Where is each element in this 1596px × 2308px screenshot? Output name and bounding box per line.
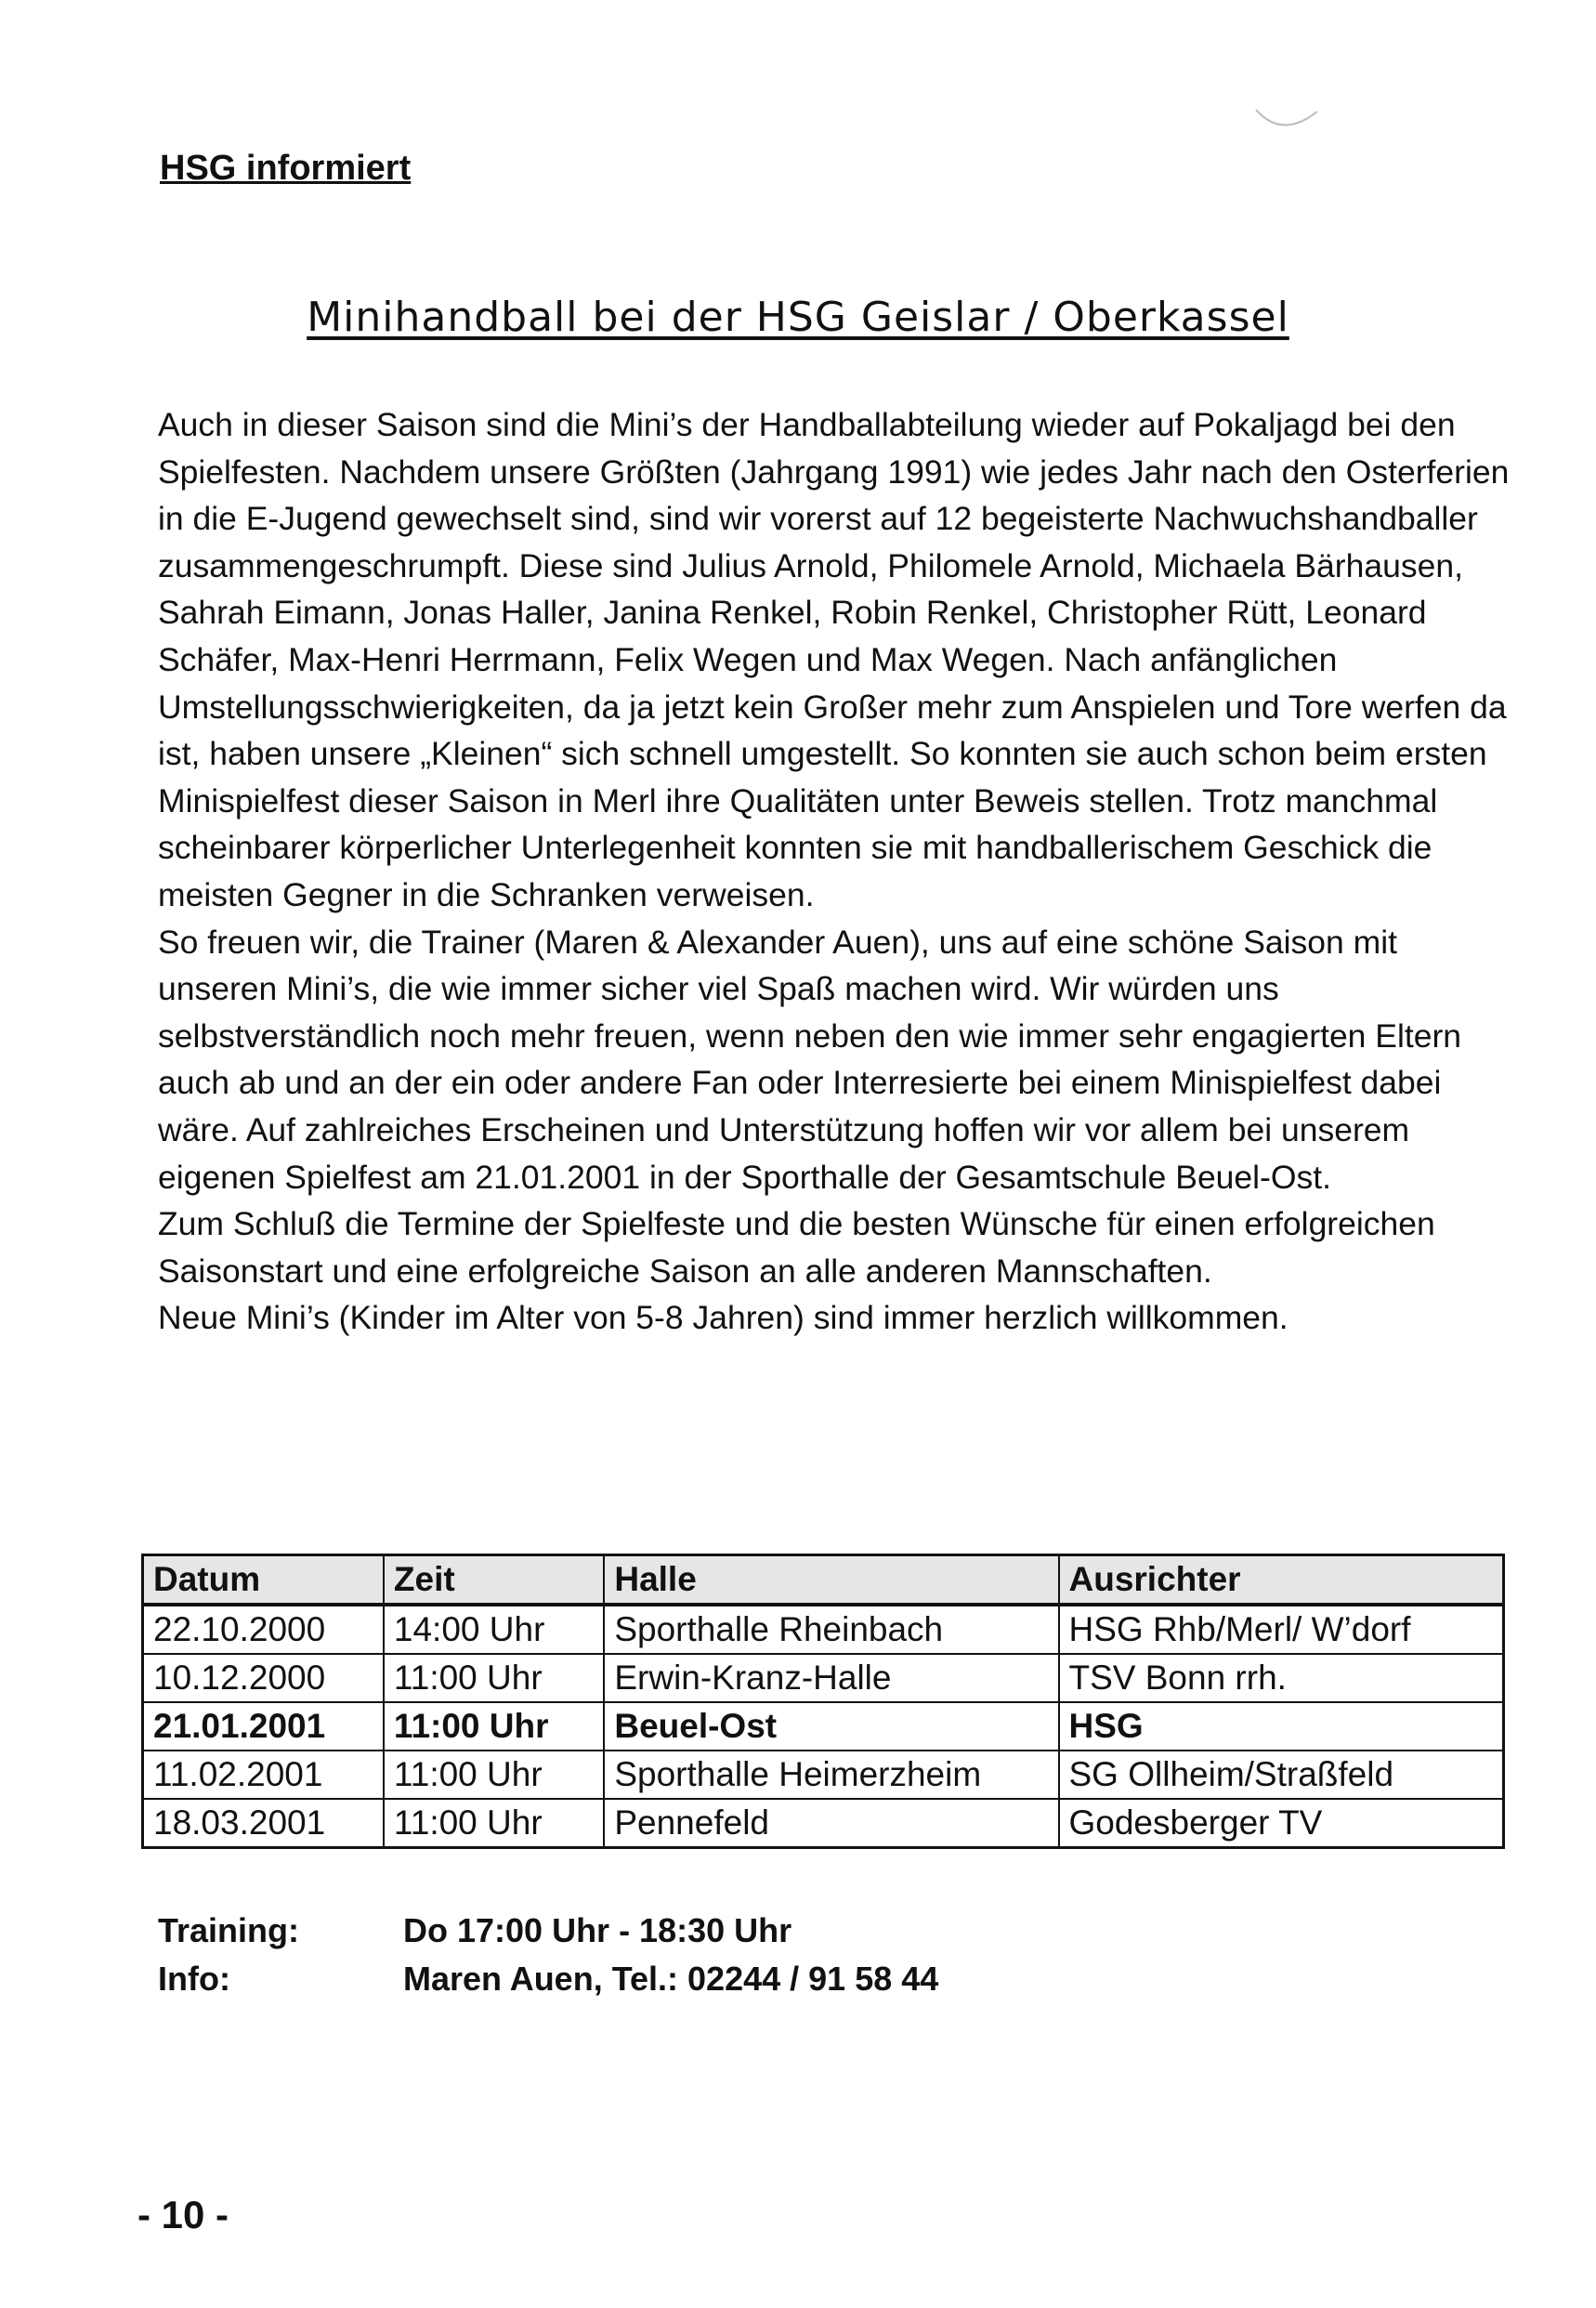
table-row — [143, 1751, 1504, 1799]
cell-host: TSV Bonn rrh. — [1059, 1654, 1504, 1702]
table-row — [143, 1605, 1504, 1654]
cell-host: SG Ollheim/Straßfeld — [1059, 1751, 1504, 1799]
training-label: Training: — [158, 1911, 299, 1949]
info-value: Maren Auen, Tel.: 02244 / 91 58 44 — [403, 1960, 939, 1998]
cell-date: 21.01.2001 — [143, 1702, 384, 1751]
info-row — [158, 1955, 938, 2003]
cell-hall: Sporthalle Rheinbach — [604, 1605, 1058, 1654]
paragraph: Zum Schluß die Termine der Spielfeste und die besten Wünsche für einen erfolgreichen Saisonstart und eine erfolgreiche Saison an alle anderen Mannschaften. — [158, 1205, 1435, 1290]
column-header-halle: Halle — [604, 1555, 1058, 1606]
cell-host: Godesberger TV — [1059, 1799, 1504, 1848]
cell-hall: Erwin-Kranz-Halle — [604, 1654, 1058, 1702]
cell-hall: Beuel-Ost — [604, 1702, 1058, 1751]
cell-time: 11:00 Uhr — [384, 1751, 604, 1799]
paragraph: Auch in dieser Saison sind die Mini’s der Handballabteilung wieder auf Pokaljagd bei den Spielfesten. Nachdem unsere Größten (Jahrgang 1991) wie jedes Jahr nach den Osterferien in die E-Jugend gewechselt sind, sind wir vorerst auf 12 begeisterte Nachwuchshandballer zusammengeschrumpft. Diese sind Julius Arnold, Philomele Arnold, Michaela Bärhausen, Sahrah Eimann, Jonas Haller, Janina Renkel, Robin Renkel, Christopher Rütt, Leonard Schäfer, Max-Henri Herrmann, Felix Wegen und Max Wegen. Nach anfänglichen Umstellungsschwierigkeiten, da ja jetzt kein Großer mehr zum Anspielen und Tore werfen da ist, haben unsere „Kleinen“ sich schnell umgestellt. So konnten sie auch schon beim ersten Minispielfest dieser Saison in Merl ihre Qualitäten unter Beweis stellen. Trotz manchmal scheinbarer körperlicher Unterlegenheit konnten sie mit handballerischem Geschick die meisten Gegner in die Schranken verweisen. — [158, 406, 1510, 913]
column-header-zeit: Zeit — [384, 1555, 604, 1606]
article-title: Minihandball bei der HSG Geislar / Oberkassel — [307, 294, 1289, 341]
article-body — [158, 401, 1524, 1342]
paragraph: Neue Mini’s (Kinder im Alter von 5-8 Jahren) sind immer herzlich willkommen. — [158, 1299, 1289, 1337]
cell-time: 11:00 Uhr — [384, 1654, 604, 1702]
training-row — [158, 1907, 938, 1955]
cell-date: 22.10.2000 — [143, 1605, 384, 1654]
cell-host: HSG Rhb/Merl/ W’dorf — [1059, 1605, 1504, 1654]
info-label: Info: — [158, 1960, 230, 1998]
section-header: HSG informiert — [160, 149, 412, 188]
paragraph: So freuen wir, die Trainer (Maren & Alexander Auen), uns auf eine schöne Saison mit unseren Mini’s, die wie immer sicher viel Spaß machen wird. Wir würden uns selbstverständlich noch mehr freuen, wenn neben den wie immer sehr engagierten Eltern auch ab und an der ein oder andere Fan oder Interresierte bei einem Minispielfest dabei wäre. Auf zahlreiches Erscheinen und Unterstützung hoffen wir vor allem bei unserem eigenen Spielfest am 21.01.2001 in der Sporthalle der Gesamtschule Beuel-Ost. — [158, 923, 1462, 1196]
table-row-highlighted — [143, 1702, 1504, 1751]
schedule-table — [141, 1554, 1505, 1849]
training-value: Do 17:00 Uhr - 18:30 Uhr — [403, 1911, 792, 1949]
table-row — [143, 1654, 1504, 1702]
cell-hall: Pennefeld — [604, 1799, 1058, 1848]
scan-mark — [1254, 102, 1319, 139]
cell-time: 11:00 Uhr — [384, 1702, 604, 1751]
column-header-datum: Datum — [143, 1555, 384, 1606]
cell-date: 10.12.2000 — [143, 1654, 384, 1702]
cell-date: 11.02.2001 — [143, 1751, 384, 1799]
column-header-ausrichter: Ausrichter — [1059, 1555, 1504, 1606]
contact-info — [158, 1907, 938, 2003]
cell-time: 11:00 Uhr — [384, 1799, 604, 1848]
page-number: - 10 - — [137, 2193, 229, 2236]
cell-time: 14:00 Uhr — [384, 1605, 604, 1654]
table-header-row — [143, 1555, 1504, 1606]
cell-host: HSG — [1059, 1702, 1504, 1751]
cell-date: 18.03.2001 — [143, 1799, 384, 1848]
cell-hall: Sporthalle Heimerzheim — [604, 1751, 1058, 1799]
table-row — [143, 1799, 1504, 1848]
